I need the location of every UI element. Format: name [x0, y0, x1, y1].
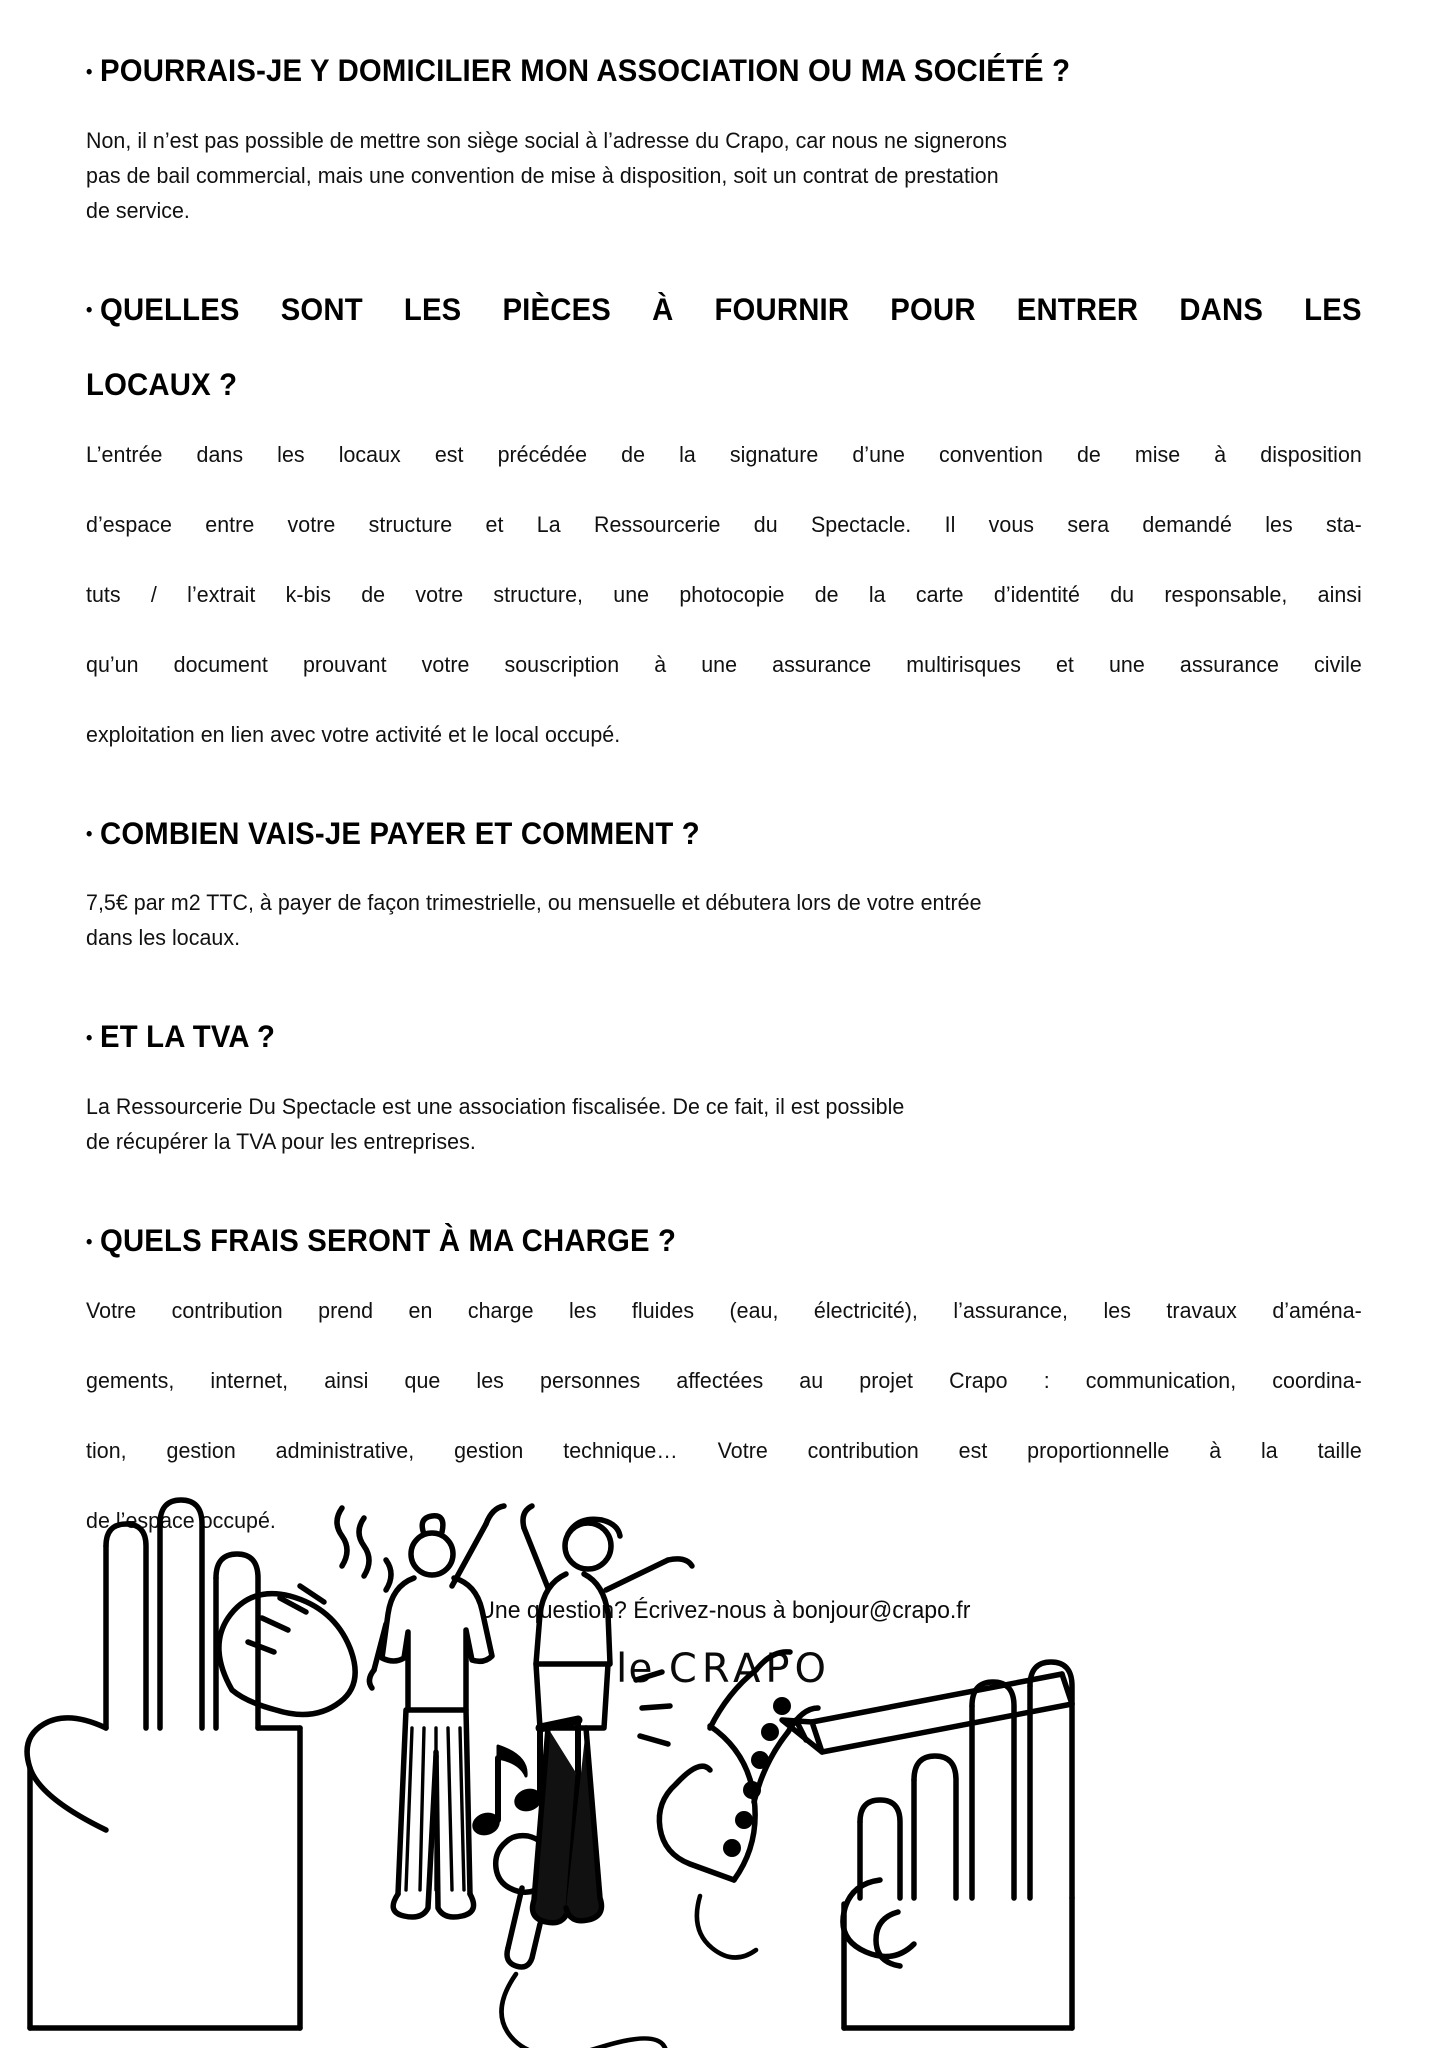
body-line: La Ressourcerie Du Spectacle est une association fiscalisée. De ce fait, il est possible: [86, 1094, 905, 1120]
body-line: gements, internet, ainsi que les personnes affectées au projet Crapo : communication, coordina-: [86, 1367, 1362, 1393]
faq-section-pieces-a-fournir: [86, 291, 1362, 753]
body-line: exploitation en lien avec votre activité et le local occupé.: [86, 721, 621, 747]
section-heading-text: QUELS FRAIS SERONT À MA CHARGE ?: [99, 1222, 677, 1259]
body-line: de l’espace occupé.: [86, 1507, 276, 1533]
body-line: dans les locaux.: [86, 925, 241, 951]
body-line: tion, gestion administrative, gestion technique… Votre contribution est proportionnelle à la taille: [86, 1437, 1362, 1463]
singer-figure-icon: [523, 1506, 692, 1923]
section-heading: [86, 1018, 1362, 1056]
section-body: [86, 1090, 1362, 1160]
bullet-icon: •: [86, 823, 93, 846]
body-line: L’entrée dans les locaux est précédée de la signature d’une convention de mise à disposition: [86, 442, 1362, 468]
bullet-icon: •: [86, 60, 93, 83]
body-line: pas de bail commercial, mais une convention de mise à disposition, soit un contrat de prestation: [86, 162, 999, 188]
section-heading-text: POURRAIS-JE Y DOMICILIER MON ASSOCIATION OU MA SOCIÉTÉ ?: [99, 52, 1071, 88]
bottom-illustration: [0, 1428, 1448, 2048]
faq-section-tva: [86, 1018, 1362, 1160]
section-heading-text: ET LA TVA ?: [99, 1018, 276, 1055]
section-heading-text: COMBIEN VAIS-JE PAYER ET COMMENT ?: [99, 814, 700, 851]
body-line: 7,5€ par m2 TTC, à payer de façon trimestrielle, ou mensuelle et débutera lors de votre entrée: [86, 890, 982, 916]
body-line: de récupérer la TVA pour les entreprises.: [86, 1129, 476, 1155]
right-hand-icon: [843, 1662, 1072, 2028]
body-line: Votre contribution prend en charge les fluides (eau, électricité), l’assurance, les travaux d’aména-: [86, 1297, 1362, 1323]
section-heading: [86, 52, 1362, 90]
section-body: [86, 124, 1362, 229]
section-heading-line: LOCAUX ?: [86, 366, 238, 403]
body-line: d’espace entre votre structure et La Ressourcerie du Spectacle. Il vous sera demandé les sta-: [86, 511, 1362, 537]
section-body: [86, 438, 1362, 753]
section-heading-text: QUELLES SONT LES PIÈCES À FOURNIR POUR ENTRER DANS LES: [99, 290, 1362, 327]
faq-section-domiciliation: [86, 52, 1362, 229]
body-line: de service.: [86, 197, 190, 223]
body-line: Non, il n’est pas possible de mettre son siège social à l’adresse du Crapo, car nous ne signerons: [86, 127, 1008, 153]
section-heading: [86, 1222, 1362, 1260]
saxophone-icon: [659, 1652, 818, 1958]
body-line: tuts / l’extrait k-bis de votre structure, une photocopie de la carte d’identité du responsable, ainsi: [86, 581, 1362, 607]
bullet-icon: •: [86, 299, 93, 322]
section-heading-line: [86, 291, 1362, 367]
logo-prefix: le: [617, 1643, 655, 1691]
logo-name: CRAPO: [668, 1645, 831, 1692]
section-heading: [86, 815, 1362, 853]
section-body: [86, 886, 1362, 956]
bread-icon: [219, 1586, 355, 1715]
left-hand-holding-bread-icon: [27, 1500, 391, 2028]
body-line: qu’un document prouvant votre souscription à une assurance multirisques et une assurance civile: [86, 651, 1362, 677]
bullet-icon: •: [86, 1026, 93, 1049]
faq-section-tarif: [86, 815, 1362, 957]
section-heading: [86, 291, 1362, 404]
contact-line[interactable]: Une question? Écrivez-nous à bonjour@crapo.fr: [477, 1596, 971, 1624]
bullet-icon: •: [86, 1230, 93, 1253]
